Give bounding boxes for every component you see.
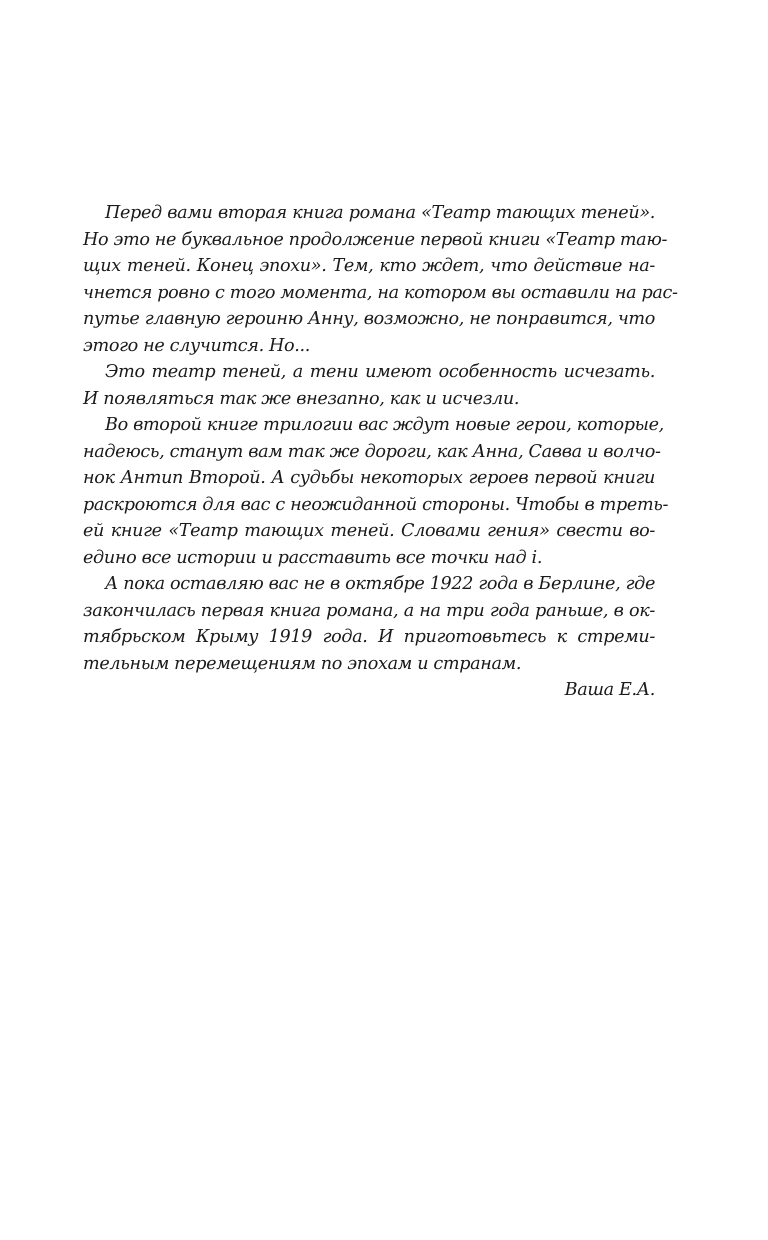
text-line: едино все истории и расставить все точки над i. xyxy=(83,547,543,568)
text-line: ей книге «Театр тающих теней. Словами гения» свести во- xyxy=(83,521,655,541)
signature: Ваша Е.А. xyxy=(564,680,655,700)
text-line: Перед вами вторая книга романа «Театр тающих теней». xyxy=(105,203,655,223)
text-line: Во второй книге трилогии вас ждут новые герои, которые, xyxy=(105,415,664,435)
text-line: раскроются для вас с неожиданной стороны. Чтобы в треть- xyxy=(83,494,669,515)
text-line: А пока оставляю вас не в октябре 1922 года в Берлине, где xyxy=(105,574,656,594)
text-line: надеюсь, станут вам так же дороги, как Анна, Савва и волчо- xyxy=(83,441,661,462)
text-line: тельным перемещениям по эпохам и странам. xyxy=(83,653,522,674)
text-line: этого не случится. Но... xyxy=(83,335,311,356)
text-line: нок Антип Второй. А судьбы некоторых героев первой книги xyxy=(83,468,655,488)
text-line: И появляться так же внезапно, как и исчезли. xyxy=(83,388,520,409)
text-line: путье главную героиню Анну, возможно, не понравится, что xyxy=(83,309,655,329)
text-line: щих теней. Конец эпохи». Тем, кто ждет, что действие на- xyxy=(83,256,655,276)
text-line: Но это не буквальное продолжение первой книги «Театр таю- xyxy=(83,229,668,250)
text-line: закончилась первая книга романа, а на три года раньше, в ок- xyxy=(83,600,655,621)
text-line: Это театр теней, а тени имеют особенность исчезать. xyxy=(105,362,655,382)
foreword-text xyxy=(83,200,678,704)
text-line: тябрьском Крыму 1919 года. И приготовьтесь к стреми- xyxy=(83,627,655,647)
text-line: чнется ровно с того момента, на котором вы оставили на рас- xyxy=(83,282,678,303)
